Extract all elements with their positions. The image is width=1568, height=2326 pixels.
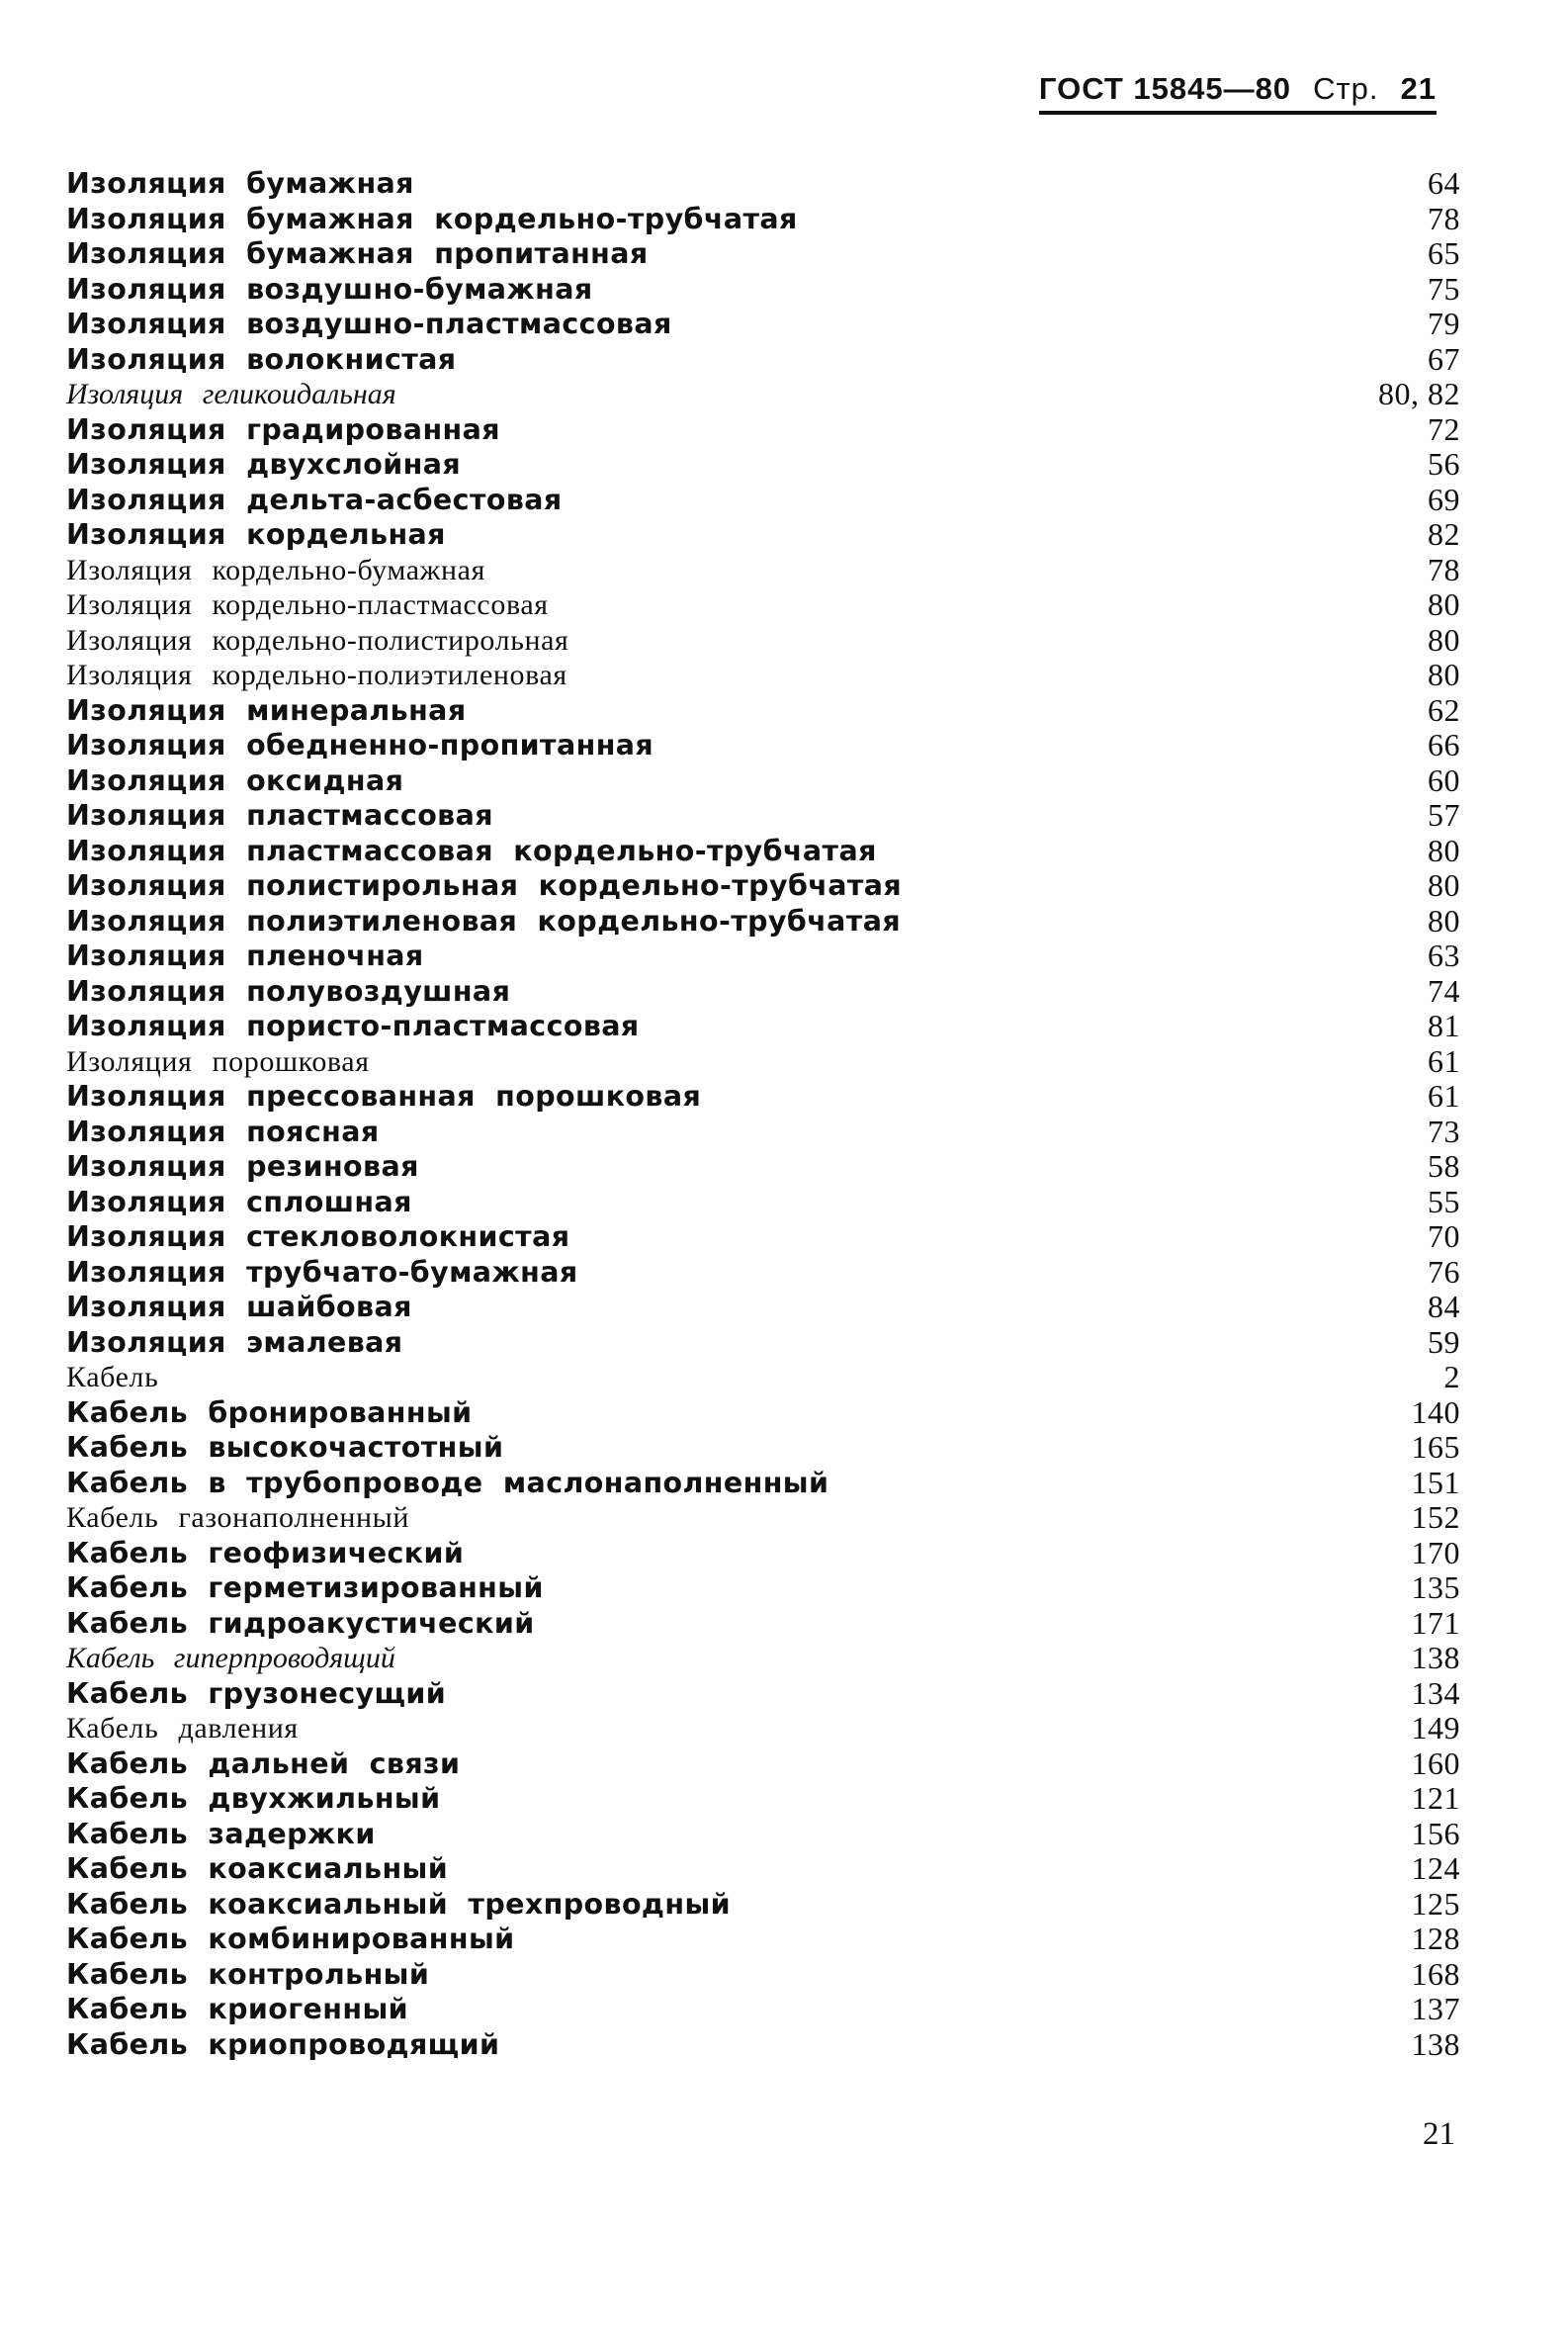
entry-term: Изоляция кордельная [66, 518, 446, 551]
entry-page-ref: 70 [1428, 1218, 1460, 1254]
entry-term: Изоляция пористо-пластмассовая [66, 1010, 640, 1042]
index-entry [66, 1466, 1460, 1501]
page-label: Стр. [1313, 71, 1379, 106]
entry-term: Изоляция пленочная [66, 939, 424, 972]
entry-page-ref: 79 [1428, 306, 1460, 341]
index-entry [66, 2027, 1460, 2063]
entry-term: Изоляция минеральная [66, 693, 467, 727]
entry-term: Изоляция прессованная порошковая [66, 1080, 702, 1113]
entry-term: Изоляция волокнистая [66, 342, 457, 376]
entry-page-ref: 165 [1411, 1429, 1460, 1465]
standard-designation: ГОСТ 15845—80 [1038, 71, 1292, 106]
entry-term: Изоляция резиновая [66, 1150, 419, 1183]
entry-term: Изоляция эмалевая [66, 1325, 403, 1359]
index-entry [66, 1781, 1460, 1817]
entry-page-ref: 57 [1428, 797, 1460, 833]
entry-page-ref: 80 [1428, 621, 1460, 658]
entry-page-ref: 170 [1411, 1534, 1460, 1570]
index-entry [66, 412, 1460, 448]
entry-page-ref: 160 [1411, 1744, 1460, 1781]
index-entry [66, 1325, 1460, 1361]
index-entry [66, 553, 1460, 588]
entry-page-ref: 63 [1428, 938, 1460, 973]
entry-term: Изоляция бумажная кордельно-трубчатая [66, 202, 798, 235]
entry-term: Кабель коаксиальный трехпроводный [66, 1887, 731, 1921]
index-entry [66, 658, 1460, 693]
index-entry [66, 1851, 1460, 1887]
index-entry [66, 1290, 1460, 1325]
entry-page-ref: 58 [1428, 1148, 1460, 1184]
entry-page-ref: 60 [1428, 761, 1460, 798]
index-entry [66, 1044, 1460, 1080]
entry-page-ref: 84 [1428, 1289, 1460, 1324]
entry-term: Изоляция градированная [66, 412, 500, 446]
entry-term: Кабель давления [66, 1712, 299, 1744]
entry-page-ref: 76 [1428, 1253, 1460, 1290]
entry-page-ref: 140 [1411, 1393, 1460, 1430]
index-entry [66, 1746, 1460, 1782]
index-entry [66, 798, 1460, 834]
index-entry [66, 202, 1460, 237]
entry-page-ref: 72 [1428, 410, 1460, 447]
entry-page-ref: 138 [1411, 1640, 1460, 1675]
index-entry [66, 1922, 1460, 1957]
entry-term: Кабель дальней связи [66, 1746, 461, 1780]
entry-page-ref: 149 [1411, 1710, 1460, 1745]
entry-page-ref: 168 [1411, 1955, 1460, 1992]
index-entry [66, 1500, 1460, 1536]
entry-term: Изоляция бумажная пропитанная [66, 237, 649, 270]
entry-page-ref: 78 [1428, 200, 1460, 236]
entry-term: Кабель герметизированный [66, 1571, 544, 1604]
entry-term: Изоляция пластмассовая кордельно-трубчатая [66, 834, 877, 867]
index-entry [66, 1992, 1460, 2027]
entry-page-ref: 156 [1411, 1815, 1460, 1851]
entry-term: Кабель грузонесущий [66, 1676, 447, 1710]
entry-page-ref: 171 [1411, 1604, 1460, 1641]
entry-term: Изоляция геликоидальная [66, 378, 396, 410]
running-header [1039, 71, 1437, 115]
index-entry [66, 1395, 1460, 1431]
entry-page-ref: 125 [1411, 1885, 1460, 1922]
entry-page-ref: 78 [1428, 551, 1460, 587]
entry-page-ref: 128 [1411, 1921, 1460, 1956]
entry-term: Кабель коаксиальный [66, 1852, 449, 1885]
index-entry [66, 868, 1460, 904]
entry-term: Кабель [66, 1361, 159, 1393]
entry-term: Изоляция двухслойная [66, 448, 462, 481]
index-entry [66, 1606, 1460, 1642]
entry-term: Кабель газонаполненный [66, 1501, 410, 1534]
index-entry [66, 1079, 1460, 1115]
index-entry [66, 1570, 1460, 1606]
index-entry [66, 517, 1460, 553]
entry-page-ref: 80 [1428, 657, 1460, 692]
entry-page-ref: 137 [1411, 1991, 1460, 2026]
index-entry [66, 1115, 1460, 1150]
entry-page-ref: 134 [1411, 1674, 1460, 1711]
index-entry [66, 939, 1460, 974]
entry-term: Изоляция шайбовая [66, 1291, 412, 1323]
entry-term: Изоляция оксидная [66, 763, 404, 797]
index-entry [66, 166, 1460, 202]
index-entry [66, 307, 1460, 342]
index-entry [66, 974, 1460, 1010]
index-entry [66, 587, 1460, 623]
index-entry [66, 728, 1460, 763]
index-entry [66, 693, 1460, 729]
entry-page-ref: 56 [1428, 446, 1460, 482]
entry-page-ref: 135 [1411, 1569, 1460, 1605]
entry-page-ref: 80 [1428, 832, 1460, 868]
entry-term: Изоляция кордельно-полистирольная [66, 623, 569, 657]
index-entry [66, 447, 1460, 483]
entry-page-ref: 80, 82 [1378, 376, 1460, 411]
entry-term: Кабель в трубопроводе маслонаполненный [66, 1466, 829, 1499]
entry-page-ref: 74 [1428, 972, 1460, 1009]
index-entry [66, 1219, 1460, 1255]
index-entry [66, 236, 1460, 272]
index-entry [66, 1641, 1460, 1676]
entry-page-ref: 80 [1428, 586, 1460, 622]
entry-page-ref: 152 [1411, 1499, 1460, 1535]
entry-page-ref: 66 [1428, 727, 1460, 762]
entry-term: Изоляция полувоздушная [66, 974, 511, 1008]
term-index-list [66, 166, 1460, 2062]
entry-term: Кабель комбинированный [66, 1923, 515, 1955]
index-entry [66, 272, 1460, 308]
entry-term: Изоляция дельта-асбестовая [66, 483, 563, 516]
entry-page-ref: 81 [1428, 1008, 1460, 1043]
index-entry [66, 1957, 1460, 1993]
index-entry [66, 1430, 1460, 1466]
entry-term: Кабель высокочастотный [66, 1431, 504, 1464]
header-page-number: 21 [1400, 71, 1437, 106]
entry-term: Изоляция стекловолокнистая [66, 1220, 570, 1253]
entry-page-ref: 61 [1428, 1078, 1460, 1114]
entry-term: Кабель криопроводящий [66, 2027, 500, 2061]
entry-page-ref: 82 [1428, 516, 1460, 552]
entry-term: Изоляция кордельно-полиэтиленовая [66, 659, 567, 691]
entry-page-ref: 62 [1428, 691, 1460, 728]
entry-page-ref: 55 [1428, 1183, 1460, 1219]
entry-term: Изоляция обедненно-пропитанная [66, 729, 654, 761]
entry-term: Кабель двухжильный [66, 1782, 441, 1815]
index-entry [66, 1676, 1460, 1712]
entry-term: Изоляция бумажная [66, 167, 414, 200]
entry-page-ref: 64 [1428, 165, 1460, 201]
entry-term: Кабель задержки [66, 1817, 376, 1850]
entry-page-ref: 121 [1411, 1780, 1460, 1816]
entry-term: Кабель гидроакустический [66, 1606, 535, 1640]
entry-term: Изоляция воздушно-пластмассовая [66, 308, 672, 340]
index-entry [66, 1009, 1460, 1044]
entry-term: Кабель гиперпроводящий [66, 1642, 395, 1674]
entry-term: Изоляция полистирольная кордельно-трубчатая [66, 869, 903, 902]
entry-page-ref: 73 [1428, 1113, 1460, 1149]
index-entry [66, 763, 1460, 799]
index-entry [66, 1711, 1460, 1746]
index-entry [66, 834, 1460, 869]
entry-term: Изоляция кордельно-бумажная [66, 553, 485, 586]
entry-term: Изоляция воздушно-бумажная [66, 272, 593, 306]
index-entry [66, 1149, 1460, 1185]
index-entry [66, 377, 1460, 412]
entry-page-ref: 80 [1428, 902, 1460, 939]
entry-page-ref: 80 [1428, 867, 1460, 903]
entry-term: Кабель геофизический [66, 1536, 465, 1569]
entry-term: Изоляция трубчато-бумажная [66, 1255, 578, 1289]
entry-term: Изоляция порошковая [66, 1044, 370, 1078]
entry-page-ref: 138 [1411, 2025, 1460, 2062]
footer-page-number: 21 [1423, 2116, 1455, 2152]
entry-page-ref: 59 [1428, 1323, 1460, 1360]
entry-term: Изоляция пластмассовая [66, 799, 493, 832]
entry-term: Изоляция поясная [66, 1115, 380, 1148]
entry-page-ref: 2 [1443, 1359, 1460, 1394]
entry-term: Изоляция сплошная [66, 1185, 412, 1218]
entry-page-ref: 151 [1411, 1464, 1460, 1500]
entry-term: Изоляция полиэтиленовая кордельно-трубчатая [66, 904, 902, 938]
index-entry [66, 1360, 1460, 1395]
index-entry [66, 1817, 1460, 1852]
index-entry [66, 1255, 1460, 1291]
index-entry [66, 904, 1460, 939]
entry-page-ref: 124 [1411, 1850, 1460, 1886]
entry-term: Кабель контрольный [66, 1957, 430, 1991]
index-entry [66, 1185, 1460, 1220]
entry-page-ref: 69 [1428, 481, 1460, 517]
index-entry [66, 1536, 1460, 1571]
index-entry [66, 342, 1460, 378]
entry-term: Изоляция кордельно-пластмассовая [66, 588, 549, 621]
entry-term: Кабель криогенный [66, 1993, 409, 2025]
entry-page-ref: 65 [1428, 235, 1460, 271]
index-entry [66, 1887, 1460, 1923]
entry-page-ref: 61 [1428, 1042, 1460, 1079]
index-entry [66, 623, 1460, 659]
entry-page-ref: 67 [1428, 340, 1460, 377]
entry-term: Кабель бронированный [66, 1395, 473, 1429]
entry-page-ref: 75 [1428, 270, 1460, 307]
index-entry [66, 483, 1460, 518]
